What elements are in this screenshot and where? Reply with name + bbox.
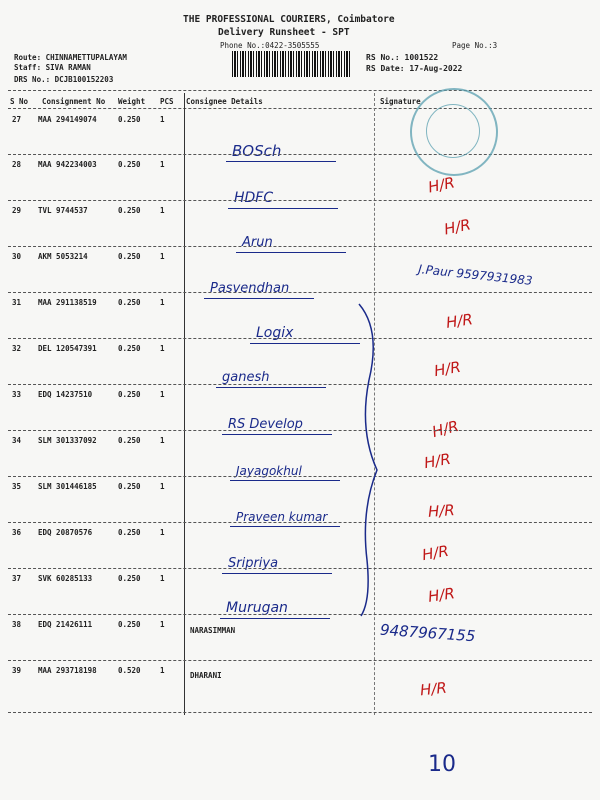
row-pcs: 1 [160, 206, 165, 215]
row-signature: H/R [422, 449, 453, 473]
bracket-mark [355, 300, 385, 620]
row-divider [8, 568, 592, 569]
row-divider [8, 476, 592, 477]
page-count-note: 10 [428, 752, 456, 777]
row-consignment: EDQ 14237510 [38, 390, 93, 399]
row-sno: 28 [12, 160, 22, 169]
row-pcs: 1 [160, 620, 165, 629]
consignee-underline [222, 434, 332, 435]
col-pcs: PCS [160, 97, 174, 106]
row-pcs: 1 [160, 390, 165, 399]
row-sno: 33 [12, 390, 22, 399]
consignee-underline [230, 480, 340, 481]
row-consignee: Jayagokhul [236, 464, 302, 478]
row-weight: 0.250 [118, 574, 141, 583]
row-signature: H/R [442, 215, 473, 239]
row-pcs: 1 [160, 574, 165, 583]
row-sno: 32 [12, 344, 22, 353]
row-weight: 0.250 [118, 298, 141, 307]
consignee-underline [250, 343, 360, 344]
row-consignment: DEL 120547391 [38, 344, 97, 353]
row-consignee: ganesh [222, 370, 270, 385]
row-consignment: MAA 291138519 [38, 298, 97, 307]
row-weight: 0.250 [118, 528, 141, 537]
col-signature: Signature [380, 97, 421, 106]
row-pcs: 1 [160, 252, 165, 261]
row-weight: 0.520 [118, 666, 141, 675]
row-weight: 0.250 [118, 206, 141, 215]
row-weight: 0.250 [118, 482, 141, 491]
row-divider [8, 384, 592, 385]
row-consignee: Arun [242, 235, 273, 250]
row-divider [8, 522, 592, 523]
rs-number: RS No.: 1001522 [366, 53, 439, 62]
row-sno: 34 [12, 436, 22, 445]
row-divider [8, 430, 592, 431]
phone-number: Phone No.:0422-3505555 [220, 41, 320, 50]
row-sno: 36 [12, 528, 22, 537]
row-weight: 0.250 [118, 160, 141, 169]
consignee-underline [236, 252, 346, 253]
runsheet-title: Delivery Runsheet - SPT [218, 27, 350, 38]
row-pcs: 1 [160, 482, 165, 491]
row-consignment: MAA 293718198 [38, 666, 97, 675]
row-signature: 9487967155 [379, 620, 476, 646]
divider [8, 90, 592, 91]
row-weight: 0.250 [118, 620, 141, 629]
row-consignee: RS Develop [228, 417, 303, 432]
company-name: THE PROFESSIONAL COURIERS, Coimbatore [183, 14, 395, 25]
consignee-underline [222, 573, 332, 574]
row-consignee: DHARANI [190, 671, 222, 680]
row-pcs: 1 [160, 666, 165, 675]
consignee-underline [230, 526, 340, 527]
row-consignment: EDQ 20870576 [38, 528, 93, 537]
row-sno: 30 [12, 252, 22, 261]
row-divider [8, 154, 592, 155]
row-consignee: BOSch [232, 142, 282, 160]
row-sno: 35 [12, 482, 22, 491]
row-pcs: 1 [160, 115, 165, 124]
row-consignment: SVK 60285133 [38, 574, 93, 583]
row-consignment: TVL 9744537 [38, 206, 88, 215]
row-signature: H/R [430, 416, 461, 442]
row-divider [8, 246, 592, 247]
drs-number: DRS No.: DCJB100152203 [14, 75, 114, 84]
col-sno: S No [10, 97, 29, 106]
column-divider [184, 93, 185, 715]
row-consignment: MAA 942234003 [38, 160, 97, 169]
row-divider [8, 200, 592, 201]
page-number: Page No.:3 [452, 41, 498, 50]
barcode [232, 51, 352, 77]
row-pcs: 1 [160, 528, 165, 537]
row-consignment: AKM 5053214 [38, 252, 88, 261]
row-signature: H/R [444, 310, 474, 332]
row-sno: 31 [12, 298, 22, 307]
col-weight: Weight [118, 97, 146, 106]
row-divider [8, 712, 592, 713]
row-signature: H/R [427, 501, 456, 521]
row-signature: H/R [419, 678, 448, 700]
row-divider [8, 660, 592, 661]
col-consignment: Consignment No [42, 97, 106, 106]
company-seal [410, 88, 498, 176]
row-weight: 0.250 [118, 115, 141, 124]
row-consignee: Murugan [226, 600, 288, 616]
row-weight: 0.250 [118, 252, 141, 261]
row-divider [8, 614, 592, 615]
consignee-underline [226, 161, 336, 162]
row-consignee: NARASIMMAN [190, 626, 236, 635]
consignee-underline [204, 298, 314, 299]
divider [8, 108, 592, 109]
row-weight: 0.250 [118, 390, 141, 399]
row-signature: H/R [426, 584, 456, 606]
staff-label: Staff: SIVA RAMAN [14, 63, 91, 72]
row-sno: 27 [12, 115, 22, 124]
row-consignee: Logix [256, 325, 294, 341]
row-consignment: SLM 301446185 [38, 482, 97, 491]
row-divider [8, 338, 592, 339]
row-weight: 0.250 [118, 436, 141, 445]
rs-date: RS Date: 17-Aug-2022 [366, 64, 463, 73]
row-pcs: 1 [160, 160, 165, 169]
row-signature: H/R [432, 357, 463, 381]
row-pcs: 1 [160, 344, 165, 353]
col-consignee: Consignee Details [186, 97, 263, 106]
row-sno: 37 [12, 574, 22, 583]
row-divider [8, 292, 592, 293]
row-consignment: MAA 294149074 [38, 115, 97, 124]
row-signature: H/R [426, 173, 457, 197]
row-consignment: SLM 301337092 [38, 436, 97, 445]
consignee-underline [216, 387, 326, 388]
row-signature: J.Paur 9597931983 [417, 262, 534, 288]
row-sno: 39 [12, 666, 22, 675]
consignee-underline [228, 208, 338, 209]
row-pcs: 1 [160, 436, 165, 445]
row-consignment: EDQ 21426111 [38, 620, 93, 629]
row-pcs: 1 [160, 298, 165, 307]
row-weight: 0.250 [118, 344, 141, 353]
row-sno: 29 [12, 206, 22, 215]
row-consignee: Sripriya [228, 556, 279, 571]
row-signature: H/R [420, 541, 451, 565]
row-consignee: Pasvendhan [210, 281, 290, 296]
row-sno: 38 [12, 620, 22, 629]
row-consignee: HDFC [234, 190, 274, 206]
row-consignee: Praveen kumar [236, 510, 328, 524]
consignee-underline [220, 618, 330, 619]
route-label: Route: CHINNAMETTUPALAYAM [14, 53, 127, 62]
